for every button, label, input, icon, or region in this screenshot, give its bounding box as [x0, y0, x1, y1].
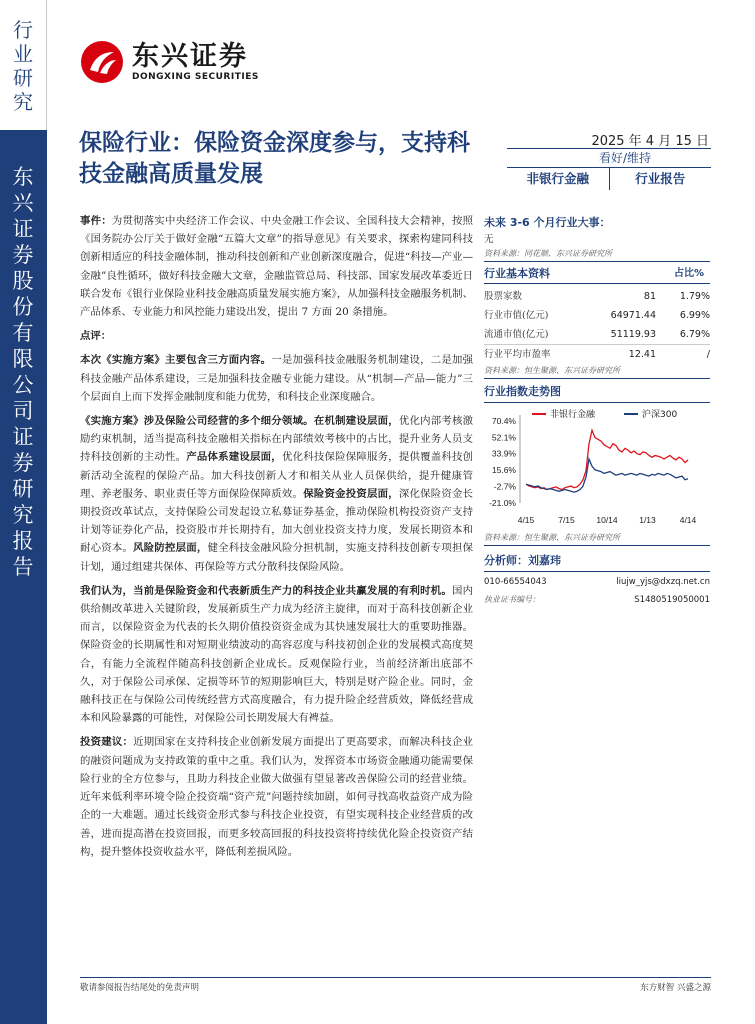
insurance-lead-2: 产品体系建设层面， [186, 451, 282, 464]
x-tick-label: 1/13 [639, 515, 656, 525]
y-tick-label: 33.9% [491, 448, 516, 459]
insurance-text-1: 优化内部考核激励约束机制，适当提高科技金融相关指标在内部绩效考核中的占比，提升业务人员支持科技创新的主动性。 [80, 415, 474, 464]
event-text: 为贯彻落实中央经济工作会议、中央金融工作会议、全国科技大会精神，按照《国务院办公厅关于做好金融“五篇大文章”的指导意见》有关要求，探索构建同科技创新相适应的科技金融体制，推动科技创新和产业创新深度融合，促进“科技—产业—金融”良性循环，做好科技金融大文章，金融监管总局、科技部、国家发展改革委近日联合发布《银行业保险业科技金融高质量发展实施方案》，从加强科技金融服务机制、产品体系、专业能力和风控能力建设出发，提出 7 方面 20 条措施。 [80, 215, 474, 319]
x-tick-label: 4/15 [517, 515, 535, 525]
row-value: 64971.44 [610, 310, 656, 321]
events-source: 资料来源：同花顺、东兴证券研究所 [484, 248, 710, 262]
analyst-email: liujw_yjs@dxzq.net.cn [616, 577, 710, 587]
row-pct: 6.79% [679, 329, 710, 340]
insurance-text-4: 健全科技金融风险分担机制，实施支持科技创新专项担保计划，通过组建共保体、再保险等方式分散科技保险风险。 [80, 542, 474, 573]
logo-name-en: DONGXING SECURITIES [132, 72, 259, 82]
opinion-lead: 我们认为，当前是保险资金和代表新质生产力的科技企业共赢发展的有利时机。 [80, 584, 452, 597]
analyst-cert: S1480519050001 [634, 595, 710, 605]
footer-divider [80, 977, 711, 978]
insurance-text-3: 深化保险资金长期投资改革试点，支持保险公司发起设立私募证券基金，推动保险机构投资资产支持计划等证券化产品，投资股市并长期持有，加大创业投资支持力度，发展长期资本和耐心资本。 [80, 487, 474, 555]
y-tick-label: 70.4% [491, 416, 516, 426]
analyst-contact [484, 572, 710, 592]
row-pct: 6.99% [679, 310, 710, 321]
company-logo [80, 40, 259, 84]
analyst-phone: 010-66554043 [484, 577, 547, 587]
advice-text: 近期国家在支持科技企业创新发展方面提出了更高要求，而解决科技企业的融资问题成为支持政策的重中之重。我们认为，发挥资本市场资金融通功能需要保险行业的全方位参与，且助力科技企业做大做强有望显著改善保险公司的经营业绩。近年来低利率环境令险企投资端“资产荒”问题持续加剧，如何寻找高收益资产成为险企的一大难题。通过长线资金形式参与科技企业投资，有望实现科技企业经营质的改善，进而提高潜在投资回报，而更多较高回报的科技投资将持续优化险企投资资产结构，提升整体投资收益水平，降低利差损风险。 [80, 736, 473, 858]
table-row [484, 325, 710, 344]
paragraph-comment-label [80, 327, 473, 345]
event-label: 事件： [80, 215, 112, 227]
comment-label: 点评： [80, 330, 112, 343]
paragraph-opinion [80, 582, 473, 728]
table-row [484, 306, 710, 325]
plan-text: 一是加强科技金融服务机制建设，二是加强科技金融产品体系建设，三是加强科技金融专业能力建设。从“机制—产品—能力”三个层面自上而下发挥金融制度和能力优势，和科技企业深度融合。 [80, 354, 474, 403]
x-tick-label: 7/15 [558, 515, 575, 525]
paragraph-event [80, 212, 473, 321]
sidebar-bottom-label: 东兴证券股份有限公司证券研究报告 [12, 165, 34, 579]
paragraph-advice [80, 733, 473, 860]
row-pct: / [706, 349, 710, 360]
logo-name-cn: 东兴证券 [132, 41, 248, 72]
y-tick-label: 15.6% [491, 465, 516, 476]
footer-slogan: 东方财智 兴盛之源 [640, 983, 711, 993]
events-text: 无 [484, 234, 494, 245]
row-value: 81 [643, 291, 656, 302]
trend-chart [484, 403, 710, 527]
report-date: 2025 年 4 月 15 日 [507, 130, 711, 149]
sidebar-top-label: 行业研究 [13, 18, 33, 114]
trend-source: 资料来源：恒生聚源、东兴证券研究所 [484, 530, 710, 546]
row-value: 12.41 [628, 349, 656, 360]
rating: 看好/维持 [507, 149, 711, 168]
opinion-text: 国内供给侧改革进入关键阶段，发展新质生产力成为经济主旋律，而对于高科技创新企业而言，以保险资金为代表的长久期价值投资资金成为其快速发展壮大的重要助推器。保险资金的长期属性和对短期业绩波动的高容忍度与科技初创企业的发展模式高度契合，有能力全流程伴随高科技创新企业成长。反观保险行业，当前经济渐出底部不久，对于保险公司承保、定损等环节的短期影响巨大，特别是财产险企业。同时，金融科技正在与保险公司传统经营方式高度融合，有力提升险企经营质效，降低经营成本和风险暴露的可能性，对保险公司长期发展大有裨益。 [80, 584, 474, 725]
advice-label: 投资建议： [80, 736, 134, 749]
tag-industry: 非银行金融 [507, 168, 610, 190]
series-line-1 [526, 459, 688, 492]
basics-title: 行业基本资料 [484, 267, 550, 280]
row-label: 流通市值(亿元) [484, 329, 549, 340]
row-label: 股票家数 [484, 291, 523, 302]
insurance-lead-3: 保险资金投资层面， [303, 487, 399, 500]
legend-label: 沪深300 [642, 410, 678, 420]
sidebar-bottom [0, 130, 47, 1024]
analyst-cert-label: 执业证书编号： [484, 595, 540, 604]
footer-disclaimer: 敬请参阅报告结尾处的免责声明 [80, 983, 200, 993]
y-tick-label: -2.7% [493, 481, 516, 492]
table-row [484, 287, 710, 306]
analyst-title: 分析师：刘嘉玮 [484, 550, 710, 572]
series-line-0 [526, 430, 688, 489]
insurance-text-2: 优化科技保险保障服务，提供覆盖科技创新活动全流程的保险产品。加大科技创新人才和相关从业人员保供给，提升健康管理、养老服务、职业责任等方面保险保障质效。 [80, 451, 474, 500]
report-title: 保险行业：保险资金深度参与，支持科技金融高质量发展 [79, 130, 470, 187]
row-label: 行业平均市盈率 [484, 349, 551, 360]
sidebar [0, 0, 47, 1024]
main-body [80, 212, 473, 867]
row-pct: 1.79% [679, 291, 710, 302]
x-tick-label: 10/14 [596, 515, 618, 525]
y-tick-label: 52.1% [491, 432, 516, 443]
trend-title: 行业指数走势图 [484, 381, 710, 403]
table-row [484, 344, 710, 363]
row-value: 51119.93 [610, 329, 656, 340]
x-tick-label: 4/14 [679, 515, 697, 525]
basics-header [484, 264, 710, 284]
plan-lead: 本次《实施方案》主要包含三方面内容。 [80, 354, 272, 367]
right-column [484, 214, 710, 608]
insurance-lead: 《实施方案》涉及保险公司经营的多个细分领域。在机制建设层面， [80, 415, 399, 428]
y-tick-label: -21.0% [489, 498, 516, 508]
report-tags [507, 168, 711, 190]
insurance-lead-4: 风险防控层面， [133, 542, 208, 555]
analyst-cert-row [484, 592, 710, 608]
sidebar-top [0, 0, 47, 130]
tag-type: 行业报告 [635, 171, 686, 186]
paragraph-insurance [80, 412, 473, 576]
basics-table [484, 287, 710, 363]
paragraph-plan [80, 351, 473, 406]
report-info-box [507, 130, 711, 190]
legend-label: 非银行金融 [550, 410, 596, 420]
events-title: 未来 3-6 个月行业大事： [484, 216, 611, 229]
row-label: 行业市值(亿元) [484, 310, 549, 321]
basics-pct-header: 占比% [673, 268, 704, 279]
logo-mark-icon [80, 40, 124, 84]
basics-source: 资料来源：恒生聚源、东兴证券研究所 [484, 363, 710, 379]
